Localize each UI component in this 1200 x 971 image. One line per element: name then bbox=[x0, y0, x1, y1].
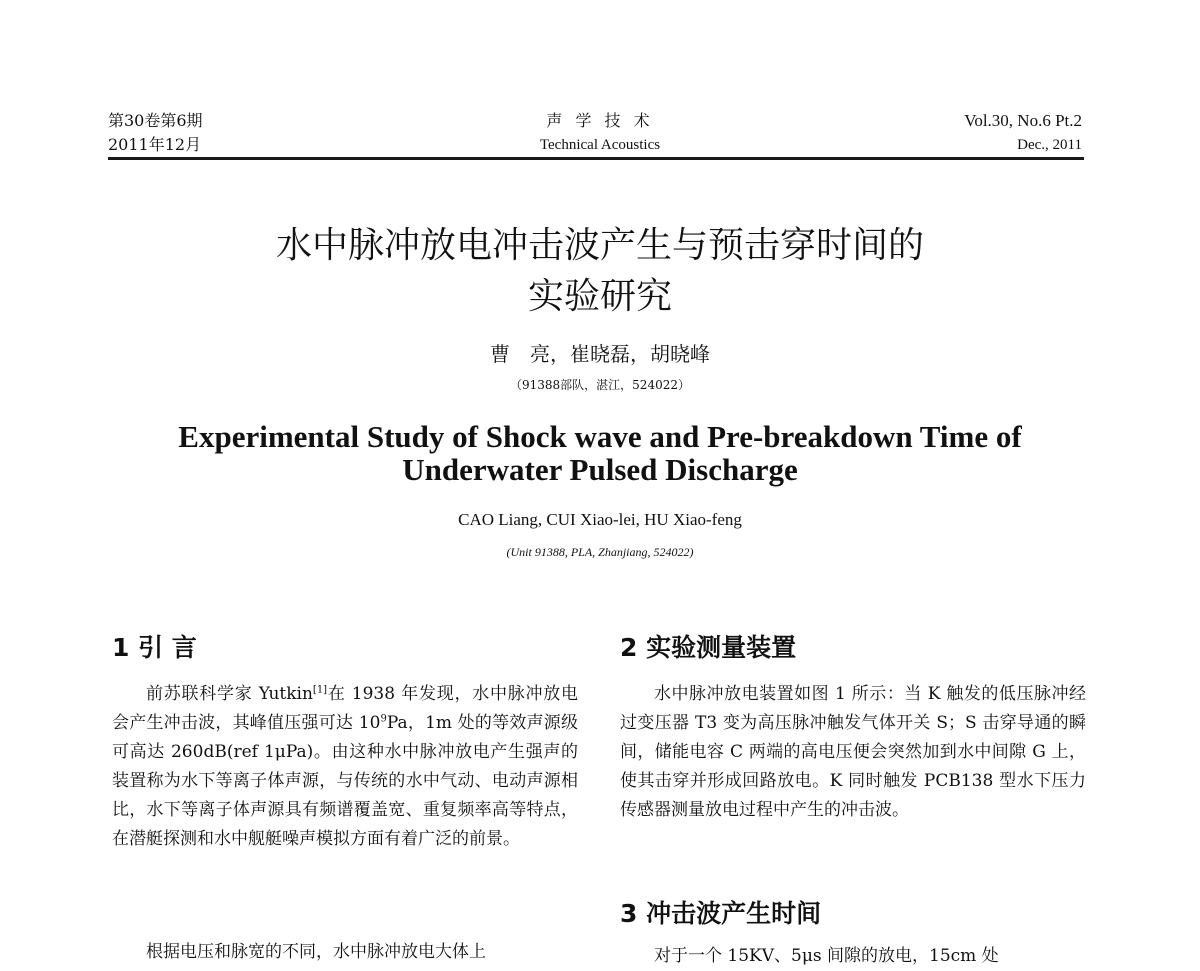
date-cn: 2011年12月 bbox=[108, 135, 202, 154]
date-en: Dec., 2011 bbox=[1017, 137, 1082, 153]
section-2-heading: 2 实验测量装置 bbox=[620, 633, 797, 662]
title-en-line-1: Experimental Study of Shock wave and Pre-breakdown Time of bbox=[178, 419, 1022, 454]
section-3-paragraph: 对于一个 15KV、5μs 间隙的放电，15cm 处 bbox=[654, 946, 999, 966]
title-en-line-2: Underwater Pulsed Discharge bbox=[402, 452, 798, 487]
volume-issue-cn: 第30卷第6期 bbox=[108, 111, 203, 130]
title-cn-line-1: 水中脉冲放电冲击波产生与预击穿时间的 bbox=[275, 225, 924, 266]
section-1-paragraph-1: 前苏联科学家 Yutkin[1]在 1938 年发现，水中脉冲放电会产生冲击波，其峰值压强可达 $10^9Pa$，1m 处的等效声源级可高达 260dB(ref 1μPa)。由这种水中脉冲放电产生强声的装置称为水下等离子体声源，与传统的水中气动、电动声源相比，水下等离子体声源具有频谱覆盖宽、重复频率高等特点，在潜艇探测和水中舰艇噪声模拟方面有着广泛的前景。 bbox=[112, 684, 578, 849]
header-rule bbox=[108, 157, 1084, 160]
affiliation-en: (Unit 91388, PLA, Zhanjiang, 524022) bbox=[506, 545, 694, 559]
section-2-paragraph: 水中脉冲放电装置如图 1 所示：当 K 触发的低压脉冲经过变压器 T3 变为高压脉冲触发气体开关 S；S 击穿导通的瞬间，储能电容 C 两端的高电压便会突然加到水中间隙 G 上，使其击穿并形成回路放电。K 同时触发 PCB138 型水下压力传感器测量放电过程中产生的冲击波。 bbox=[620, 684, 1086, 820]
section-1-heading: 1 引 言 bbox=[112, 633, 197, 662]
affiliation-cn: （91388部队，湛江，524022） bbox=[510, 378, 690, 392]
section-1-paragraph-2: 根据电压和脉宽的不同，水中脉冲放电大体上 bbox=[146, 942, 486, 962]
authors-en: CAO Liang, CUI Xiao-lei, HU Xiao-feng bbox=[458, 510, 742, 529]
journal-name-en: Technical Acoustics bbox=[539, 137, 661, 153]
title-cn-line-2: 实验研究 bbox=[527, 276, 672, 317]
volume-issue-en: Vol.30, No.6 Pt.2 bbox=[964, 111, 1082, 130]
authors-cn: 曹 亮，崔晓磊，胡晓峰 bbox=[490, 342, 710, 366]
section-3-heading: 3 冲击波产生时间 bbox=[620, 899, 822, 928]
journal-name-cn: 声 学 技 术 bbox=[546, 111, 654, 130]
